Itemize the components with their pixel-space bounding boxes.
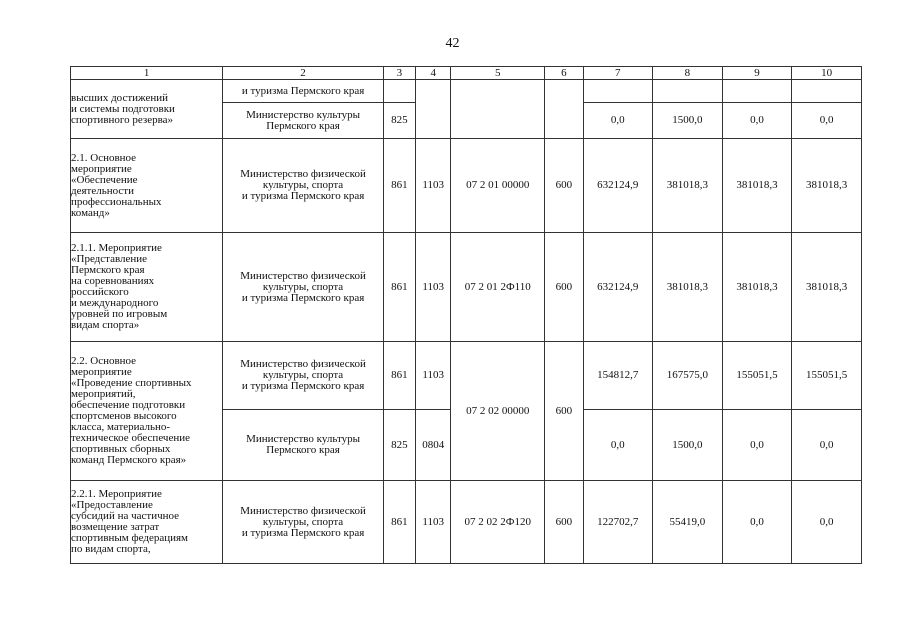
table-row — [71, 80, 862, 103]
cell-value: 381018,3 — [792, 139, 862, 233]
table-row — [71, 233, 862, 342]
cell-value: 122702,7 — [583, 481, 653, 564]
cell-activity: 2.1. Основное мероприятие «Обеспечение деятельности профессиональных команд» — [71, 139, 223, 233]
cell-value: 0,0 — [583, 103, 653, 139]
cell-code: 861 — [383, 342, 415, 410]
cell-value: 55419,0 — [653, 481, 723, 564]
col-header: 4 — [416, 67, 451, 80]
col-header: 3 — [383, 67, 415, 80]
cell-value: 155051,5 — [722, 342, 792, 410]
cell-value — [583, 80, 653, 103]
cell-type: 600 — [545, 342, 583, 481]
cell-value: 0,0 — [722, 410, 792, 481]
cell-value: 632124,9 — [583, 233, 653, 342]
cell-target: 07 2 02 2Ф120 — [451, 481, 545, 564]
cell-value — [653, 80, 723, 103]
col-header: 9 — [722, 67, 792, 80]
cell-value: 154812,7 — [583, 342, 653, 410]
cell-value — [792, 80, 862, 103]
cell-code: 825 — [383, 103, 415, 139]
cell-type: 600 — [545, 481, 583, 564]
cell-code: 825 — [383, 410, 415, 481]
cell-type — [545, 80, 583, 139]
cell-code — [383, 80, 415, 103]
cell-value: 381018,3 — [722, 233, 792, 342]
cell-value — [722, 80, 792, 103]
cell-value: 381018,3 — [722, 139, 792, 233]
col-header: 1 — [71, 67, 223, 80]
cell-target: 07 2 01 2Ф110 — [451, 233, 545, 342]
cell-type: 600 — [545, 139, 583, 233]
col-header: 5 — [451, 67, 545, 80]
cell-value: 381018,3 — [792, 233, 862, 342]
cell-value: 167575,0 — [653, 342, 723, 410]
cell-ministry: Министерство физической культуры, спорта и туризма Пермского края — [223, 139, 383, 233]
col-header: 6 — [545, 67, 583, 80]
cell-activity: 2.2.1. Мероприятие «Предоставление субсидий на частичное возмещение затрат спортивным федерациям по видам спорта, — [71, 481, 223, 564]
cell-value: 0,0 — [792, 103, 862, 139]
cell-section: 1103 — [416, 233, 451, 342]
cell-code: 861 — [383, 139, 415, 233]
table-row — [71, 342, 862, 410]
cell-target — [451, 80, 545, 139]
cell-ministry: Министерство физической культуры, спорта и туризма Пермского края — [223, 233, 383, 342]
cell-ministry: Министерство культуры Пермского края — [223, 410, 383, 481]
table-row — [71, 139, 862, 233]
cell-target: 07 2 02 00000 — [451, 342, 545, 481]
cell-target: 07 2 01 00000 — [451, 139, 545, 233]
cell-type: 600 — [545, 233, 583, 342]
cell-code: 861 — [383, 481, 415, 564]
cell-section: 1103 — [416, 139, 451, 233]
cell-ministry: Министерство физической культуры, спорта и туризма Пермского края — [223, 342, 383, 410]
cell-value: 632124,9 — [583, 139, 653, 233]
col-header: 2 — [223, 67, 383, 80]
cell-activity: 2.2. Основное мероприятие «Проведение спортивных мероприятий, обеспечение подготовки спортсменов высокого класса, материально- техническое обеспечение спортивных сборных команд Пермского края» — [71, 342, 223, 481]
cell-value: 155051,5 — [792, 342, 862, 410]
cell-value: 381018,3 — [653, 139, 723, 233]
cell-value: 0,0 — [792, 410, 862, 481]
page-number: 42 — [445, 36, 460, 51]
cell-value: 1500,0 — [653, 410, 723, 481]
cell-value: 0,0 — [583, 410, 653, 481]
cell-ministry: Министерство физической культуры, спорта и туризма Пермского края — [223, 481, 383, 564]
col-header: 8 — [653, 67, 723, 80]
cell-activity: 2.1.1. Мероприятие «Представление Пермского края на соревнованиях российского и международного уровней по игровым видам спорта» — [71, 233, 223, 342]
cell-code: 861 — [383, 233, 415, 342]
cell-value: 0,0 — [722, 481, 792, 564]
header-row — [71, 67, 862, 80]
cell-value: 0,0 — [722, 103, 792, 139]
cell-activity: высших достижений и системы подготовки спортивного резерва» — [71, 80, 223, 139]
col-header: 10 — [792, 67, 862, 80]
cell-section: 1103 — [416, 481, 451, 564]
budget-table — [70, 66, 862, 564]
cell-value: 0,0 — [792, 481, 862, 564]
cell-ministry: и туризма Пермского края — [223, 80, 383, 103]
cell-value: 1500,0 — [653, 103, 723, 139]
cell-value: 381018,3 — [653, 233, 723, 342]
cell-section: 0804 — [416, 410, 451, 481]
col-header: 7 — [583, 67, 653, 80]
table-row — [71, 481, 862, 564]
cell-ministry: Министерство культуры Пермского края — [223, 103, 383, 139]
cell-section: 1103 — [416, 342, 451, 410]
cell-section — [416, 80, 451, 139]
